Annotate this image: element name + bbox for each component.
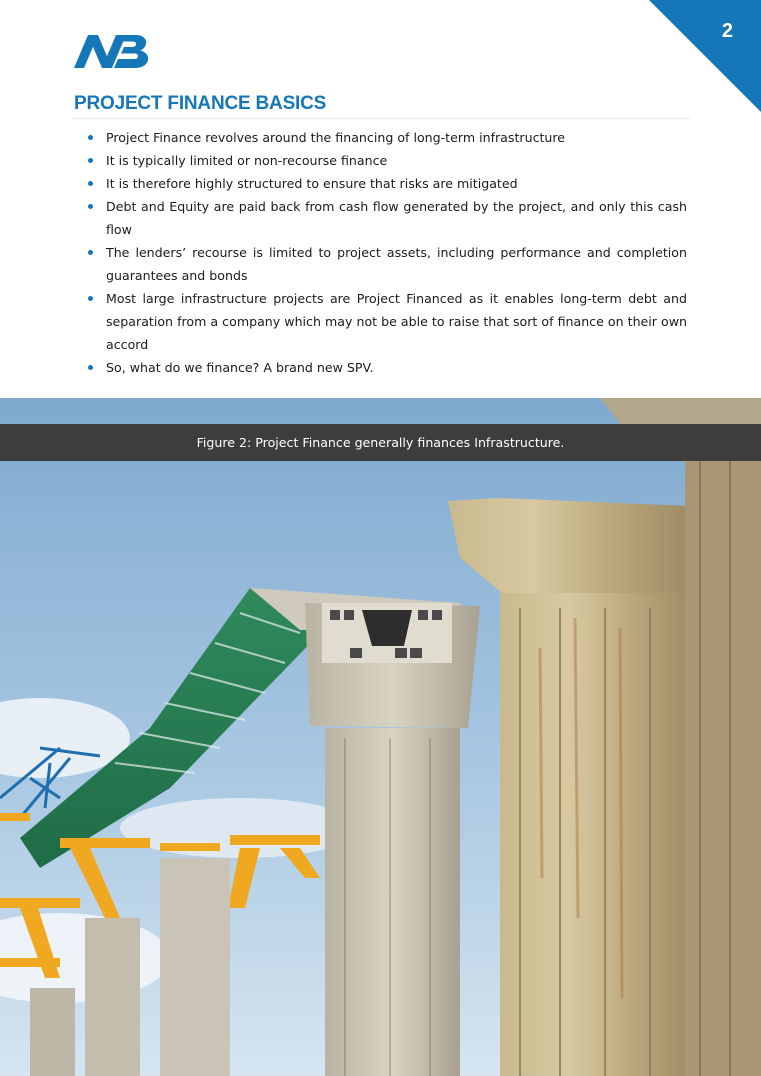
bullet-text: The lenders’ recourse is limited to project assets, including performance and completion guarantees and bonds: [106, 245, 687, 283]
list-item: [86, 195, 687, 241]
bullet-dot-icon: [88, 158, 93, 163]
bullet-dot-icon: [88, 204, 93, 209]
bullet-text: It is typically limited or non-recourse finance: [106, 153, 388, 168]
bullet-text: Debt and Equity are paid back from cash flow generated by the project, and only this cash flow: [106, 199, 687, 237]
bullet-list: [86, 126, 687, 379]
list-item: [86, 241, 687, 287]
bullet-dot-icon: [88, 181, 93, 186]
bullet-dot-icon: [88, 250, 93, 255]
list-item: [86, 126, 687, 149]
page-number: 2: [721, 20, 733, 42]
bullet-text: So, what do we finance? A brand new SPV.: [106, 360, 374, 375]
figure-caption: Figure 2: Project Finance generally finances Infrastructure.: [0, 424, 761, 461]
bridge-piers-illustration: [0, 398, 761, 1076]
page-corner-triangle: [649, 0, 761, 112]
bullet-dot-icon: [88, 365, 93, 370]
section-title: PROJECT FINANCE BASICS: [74, 93, 327, 114]
list-item: [86, 149, 687, 172]
list-item: [86, 172, 687, 195]
logo-mark-icon: [74, 33, 150, 69]
bullet-text: Most large infrastructure projects are Project Financed as it enables long-term debt and separation from a company which may not be able to raise that sort of finance on their own accord: [106, 291, 687, 352]
infrastructure-photo: [0, 398, 761, 1076]
list-item: [86, 356, 687, 379]
bullet-text: It is therefore highly structured to ensure that risks are mitigated: [106, 176, 518, 191]
bullet-dot-icon: [88, 135, 93, 140]
company-logo: [74, 33, 150, 69]
bullet-dot-icon: [88, 296, 93, 301]
title-divider: [72, 118, 690, 119]
list-item: [86, 287, 687, 356]
bullet-text: Project Finance revolves around the financing of long-term infrastructure: [106, 130, 566, 145]
